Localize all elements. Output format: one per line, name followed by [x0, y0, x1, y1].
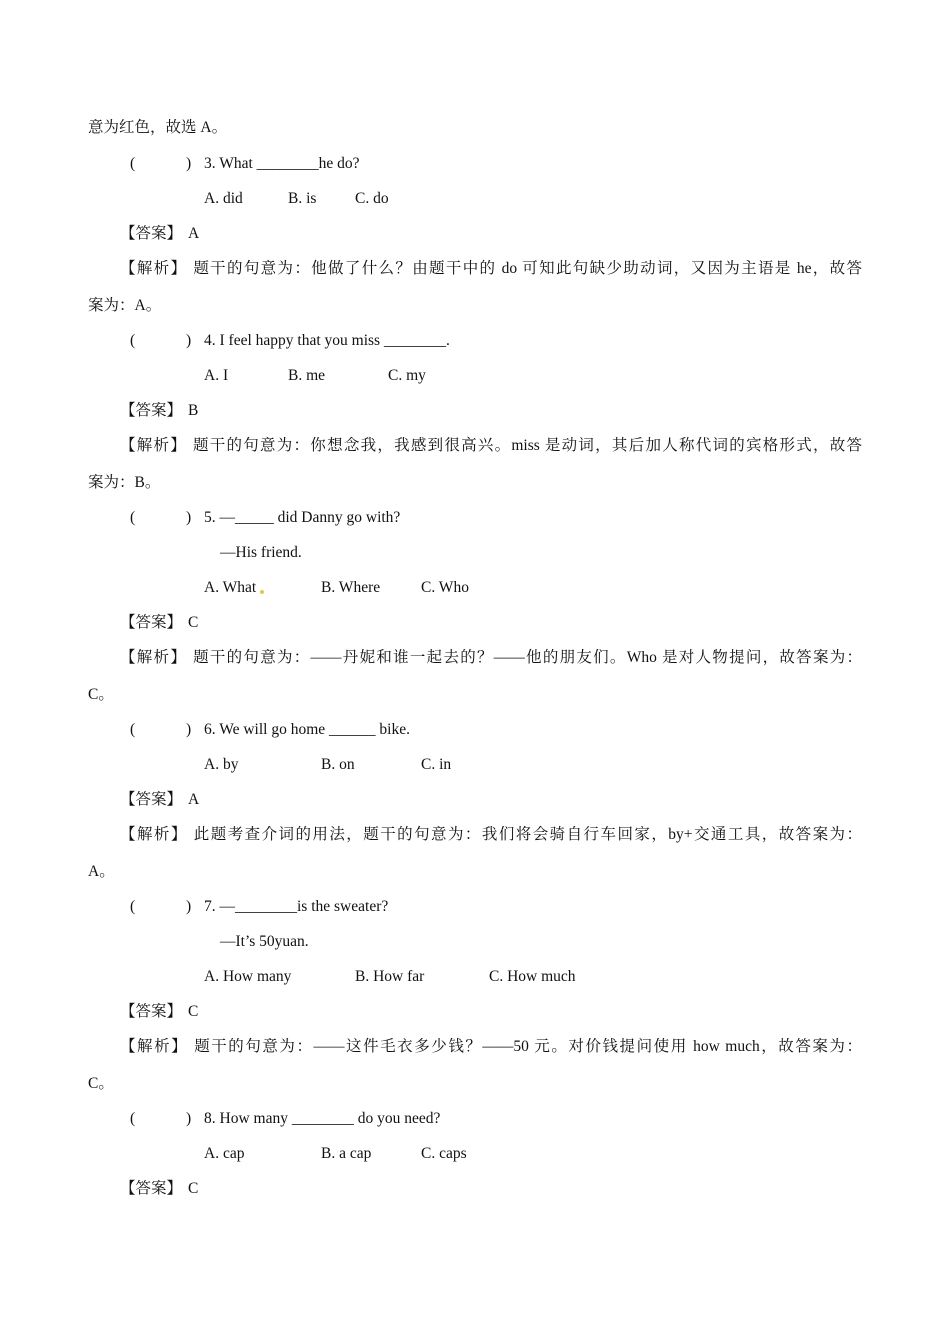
option-b: B. is: [288, 190, 317, 207]
paren-open: (: [130, 1110, 136, 1127]
answer-value: C: [188, 1003, 199, 1020]
analysis-5-line2: C。: [88, 686, 114, 703]
question-5-reply: —His friend.: [220, 544, 302, 561]
option-c: C. caps: [421, 1145, 467, 1162]
answer-line-8: [120, 1179, 198, 1199]
option-b: B. a cap: [321, 1145, 372, 1162]
option-a: A. cap: [204, 1145, 245, 1162]
option-a: A. What: [204, 579, 257, 596]
analysis-4-line2: 案为：B。: [88, 474, 161, 491]
option-c: C. Who: [421, 579, 469, 596]
analysis-text: 题干的句意为：——丹妮和谁一起去的？——他的朋友们。Who 是对人物提问，故答案为：: [193, 649, 862, 666]
question-stem: 4. I feel happy that you miss ________.: [204, 332, 450, 349]
analysis-label: 【解析】: [120, 826, 188, 843]
question-stem: 8. How many ________ do you need?: [204, 1110, 441, 1127]
analysis-5-line1: [120, 648, 862, 668]
answer-label: 【答案】: [120, 1003, 183, 1020]
question-7: [130, 897, 389, 917]
answer-value: A: [188, 791, 200, 808]
answer-value: A: [188, 225, 200, 242]
answer-line-6: [120, 790, 199, 810]
option-c: C. in: [421, 756, 452, 773]
answer-label: 【答案】: [120, 1180, 183, 1197]
answer-line-5: [120, 613, 198, 633]
question-3: [130, 154, 360, 174]
paren-open: (: [130, 898, 136, 915]
paren-open: (: [130, 509, 136, 526]
question-4: [130, 331, 450, 351]
answer-value: C: [188, 1180, 199, 1197]
option-a: A. I: [204, 367, 229, 384]
answer-line-3: [120, 224, 199, 244]
answer-label: 【答案】: [120, 402, 183, 419]
question-stem: 6. We will go home ______ bike.: [204, 721, 410, 738]
analysis-7-line2: C。: [88, 1075, 114, 1092]
answer-label: 【答案】: [120, 614, 183, 631]
paren-open: (: [130, 721, 136, 738]
paren-close: ): [186, 721, 192, 738]
analysis-label: 【解析】: [120, 649, 188, 666]
analysis-6-line1: [120, 825, 862, 845]
option-a: A. did: [204, 190, 243, 207]
answer-line-7: [120, 1002, 198, 1022]
analysis-3-line1: [120, 259, 862, 279]
paren-close: ): [186, 509, 192, 526]
paren-close: ): [186, 332, 192, 349]
analysis-7-line1: [120, 1037, 862, 1057]
answer-value: B: [188, 402, 199, 419]
option-b: B. me: [288, 367, 326, 384]
question-stem: 7. —________is the sweater?: [204, 898, 389, 915]
paren-close: ): [186, 898, 192, 915]
option-b: B. Where: [321, 579, 381, 596]
option-b: B. on: [321, 756, 355, 773]
question-6: [130, 720, 410, 740]
question-stem: 5. —_____ did Danny go with?: [204, 509, 401, 526]
analysis-text: 题干的句意为：——这件毛衣多少钱？——50 元。对价钱提问使用 how much，故答案为：: [194, 1038, 862, 1055]
option-c: C. How much: [489, 968, 576, 985]
option-b: B. How far: [355, 968, 425, 985]
paren-open: (: [130, 155, 136, 172]
analysis-text: 题干的句意为：他做了什么？由题干中的 do 可知此句缺少助动词，又因为主语是 he，故答: [193, 260, 862, 277]
option-c: C. do: [355, 190, 389, 207]
answer-label: 【答案】: [120, 791, 183, 808]
analysis-text: 题干的句意为：你想念我，我感到很高兴。miss 是动词，其后加人称代词的宾格形式，故答: [193, 437, 862, 454]
analysis-6-line2: A。: [88, 863, 115, 880]
question-8: [130, 1109, 441, 1129]
paren-close: ): [186, 1110, 192, 1127]
analysis-text: 此题考查介词的用法，题干的句意为：我们将会骑自行车回家，by+交通工具，故答案为：: [193, 826, 862, 843]
analysis-4-line1: [120, 436, 862, 456]
question-7-reply: —It’s 50yuan.: [220, 933, 309, 950]
analysis-label: 【解析】: [120, 437, 188, 454]
question-stem: 3. What ________he do?: [204, 155, 360, 172]
option-a: A. How many: [204, 968, 292, 985]
answer-value: C: [188, 614, 199, 631]
paren-close: ): [186, 155, 192, 172]
question-5: [130, 508, 401, 528]
option-a: A. by: [204, 756, 239, 773]
highlight-dot: [260, 590, 264, 594]
answer-label: 【答案】: [120, 225, 183, 242]
paren-open: (: [130, 332, 136, 349]
option-c: C. my: [388, 367, 426, 384]
analysis-3-line2: 案为：A。: [88, 297, 162, 314]
answer-line-4: [120, 401, 198, 421]
intro-tail-text: 意为红色，故选 A。: [88, 119, 228, 136]
analysis-label: 【解析】: [120, 1038, 189, 1055]
analysis-label: 【解析】: [120, 260, 188, 277]
